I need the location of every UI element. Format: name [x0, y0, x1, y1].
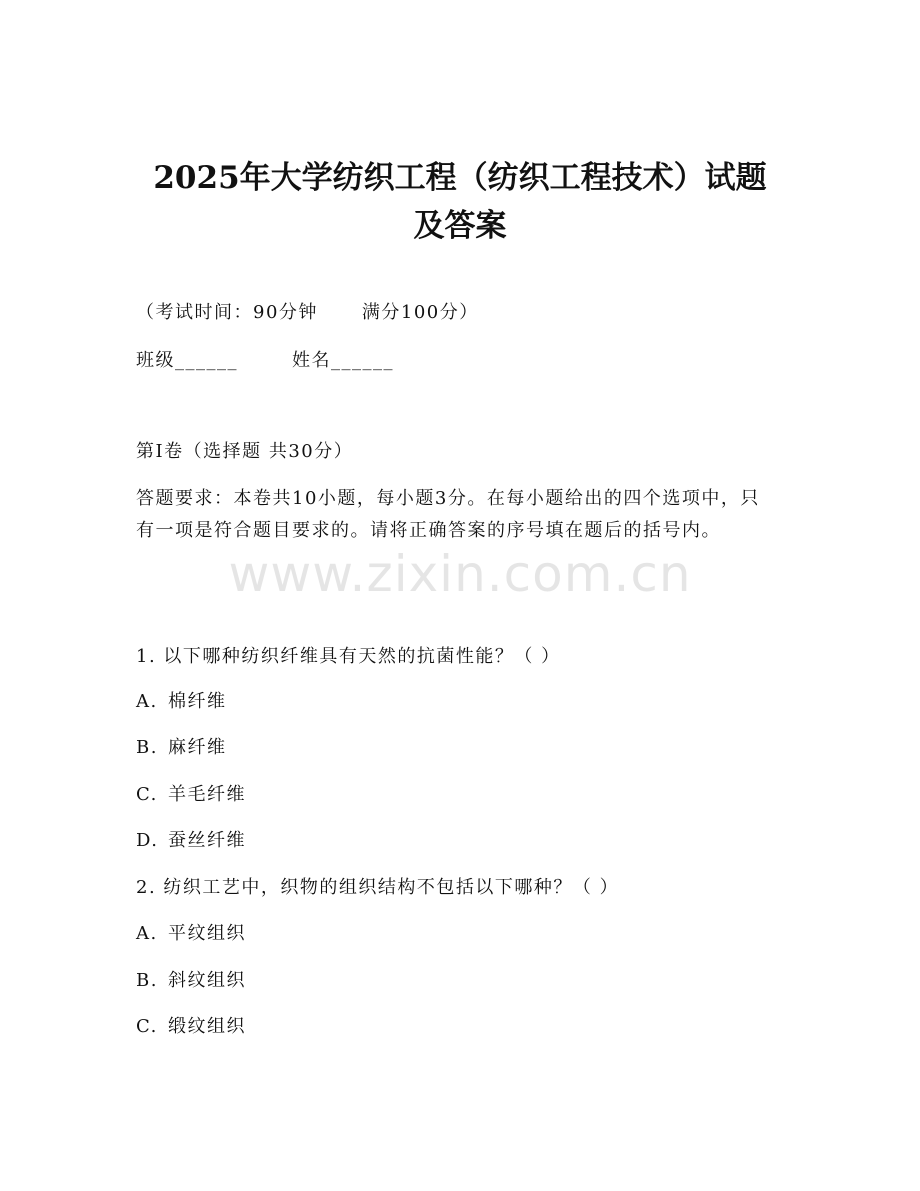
- option-text: 蚕丝纤维: [168, 830, 246, 851]
- class-field: 班级______: [136, 350, 238, 371]
- document-title-line1: 2025年大学纺织工程（纺织工程技术）试题: [153, 160, 767, 196]
- question-stem: 2. 纺织工艺中，织物的组织结构不包括以下哪种？（ ）: [136, 877, 620, 898]
- name-field: 姓名______: [292, 350, 394, 371]
- option-text: 斜纹组织: [168, 970, 246, 991]
- question-stem: 1. 以下哪种纺织纤维具有天然的抗菌性能？（ ）: [136, 646, 561, 667]
- option-letter: B.: [136, 970, 158, 991]
- question-option: [136, 970, 246, 992]
- option-text: 缎纹组织: [168, 1016, 246, 1037]
- section-title: 第I卷（选择题 共30分）: [136, 441, 354, 462]
- option-text: 棉纤维: [168, 691, 227, 712]
- option-text: 羊毛纤维: [168, 784, 246, 805]
- option-letter: C.: [136, 1016, 158, 1037]
- exam-info: [136, 302, 479, 324]
- exam-score: 满分100分）: [361, 302, 479, 323]
- option-letter: A.: [136, 923, 158, 944]
- question-option: [136, 691, 227, 713]
- option-letter: D.: [136, 830, 159, 851]
- option-text: 麻纤维: [168, 737, 227, 758]
- watermark: www.zixin.com.cn: [228, 545, 692, 603]
- question-option: [136, 784, 246, 806]
- question-option: [136, 830, 246, 852]
- instructions: 答题要求：本卷共10小题，每小题3分。在每小题给出的四个选项中，只有一项是符合题目要求的。请将正确答案的序号填在题后的括号内。: [136, 488, 760, 541]
- student-fields: [136, 350, 394, 372]
- question-option: [136, 923, 246, 945]
- document-title-line2: 及答案: [413, 208, 507, 244]
- question-option: [136, 737, 227, 759]
- option-letter: A.: [136, 691, 158, 712]
- option-letter: C.: [136, 784, 158, 805]
- option-text: 平纹组织: [168, 923, 246, 944]
- option-letter: B.: [136, 737, 158, 758]
- exam-time: （考试时间：90分钟: [136, 302, 318, 323]
- question-option: [136, 1016, 246, 1038]
